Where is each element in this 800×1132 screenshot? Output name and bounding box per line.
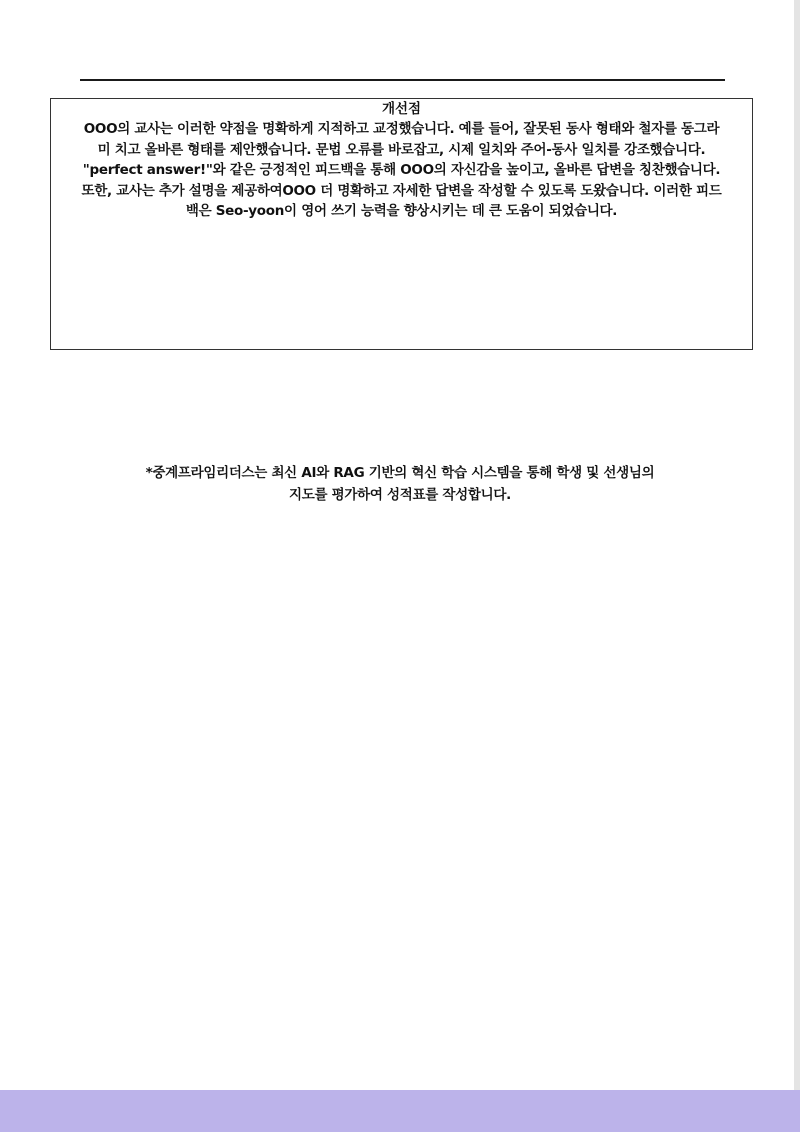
footnote-line-1: *중계프라임리더스는 최신 AI와 RAG 기반의 혁신 학습 시스템을 통해 학생 및 선생님의 — [145, 465, 655, 481]
footnote-line-2: 지도를 평가하여 성적표를 작성합니다. — [289, 487, 511, 503]
improvement-body: OOO의 교사는 이러한 약점을 명확하게 지적하고 교정했습니다. 예를 들어, 잘못된 동사 형태와 철자를 동그라미 치고 올바른 형태를 제안했습니다. 문법 오류를 바로잡고, 시제 일치와 주어-동사 일치를 강조했습니다. "perfect answer!"와 같은 긍정적인 피드백을 통해 OOO의 자신감을 높이고, 올바른 답변을 칭찬했습니다. 또한, 교사는 추가 설명을 제공하여OOO 더 명확하고 자세한 답변을 작성할 수 있도록 도왔습니다. 이러한 피드백은 Seo-yoon이 영어 쓰기 능력을 향상시키는 데 큰 도움이 되었습니다. — [81, 121, 722, 219]
improvement-title: 개선점 — [381, 101, 422, 117]
improvement-section — [50, 98, 753, 350]
footnote — [60, 462, 740, 506]
header-divider — [80, 79, 725, 81]
bottom-color-band — [0, 1090, 800, 1132]
page-edge-shadow — [794, 0, 800, 1090]
